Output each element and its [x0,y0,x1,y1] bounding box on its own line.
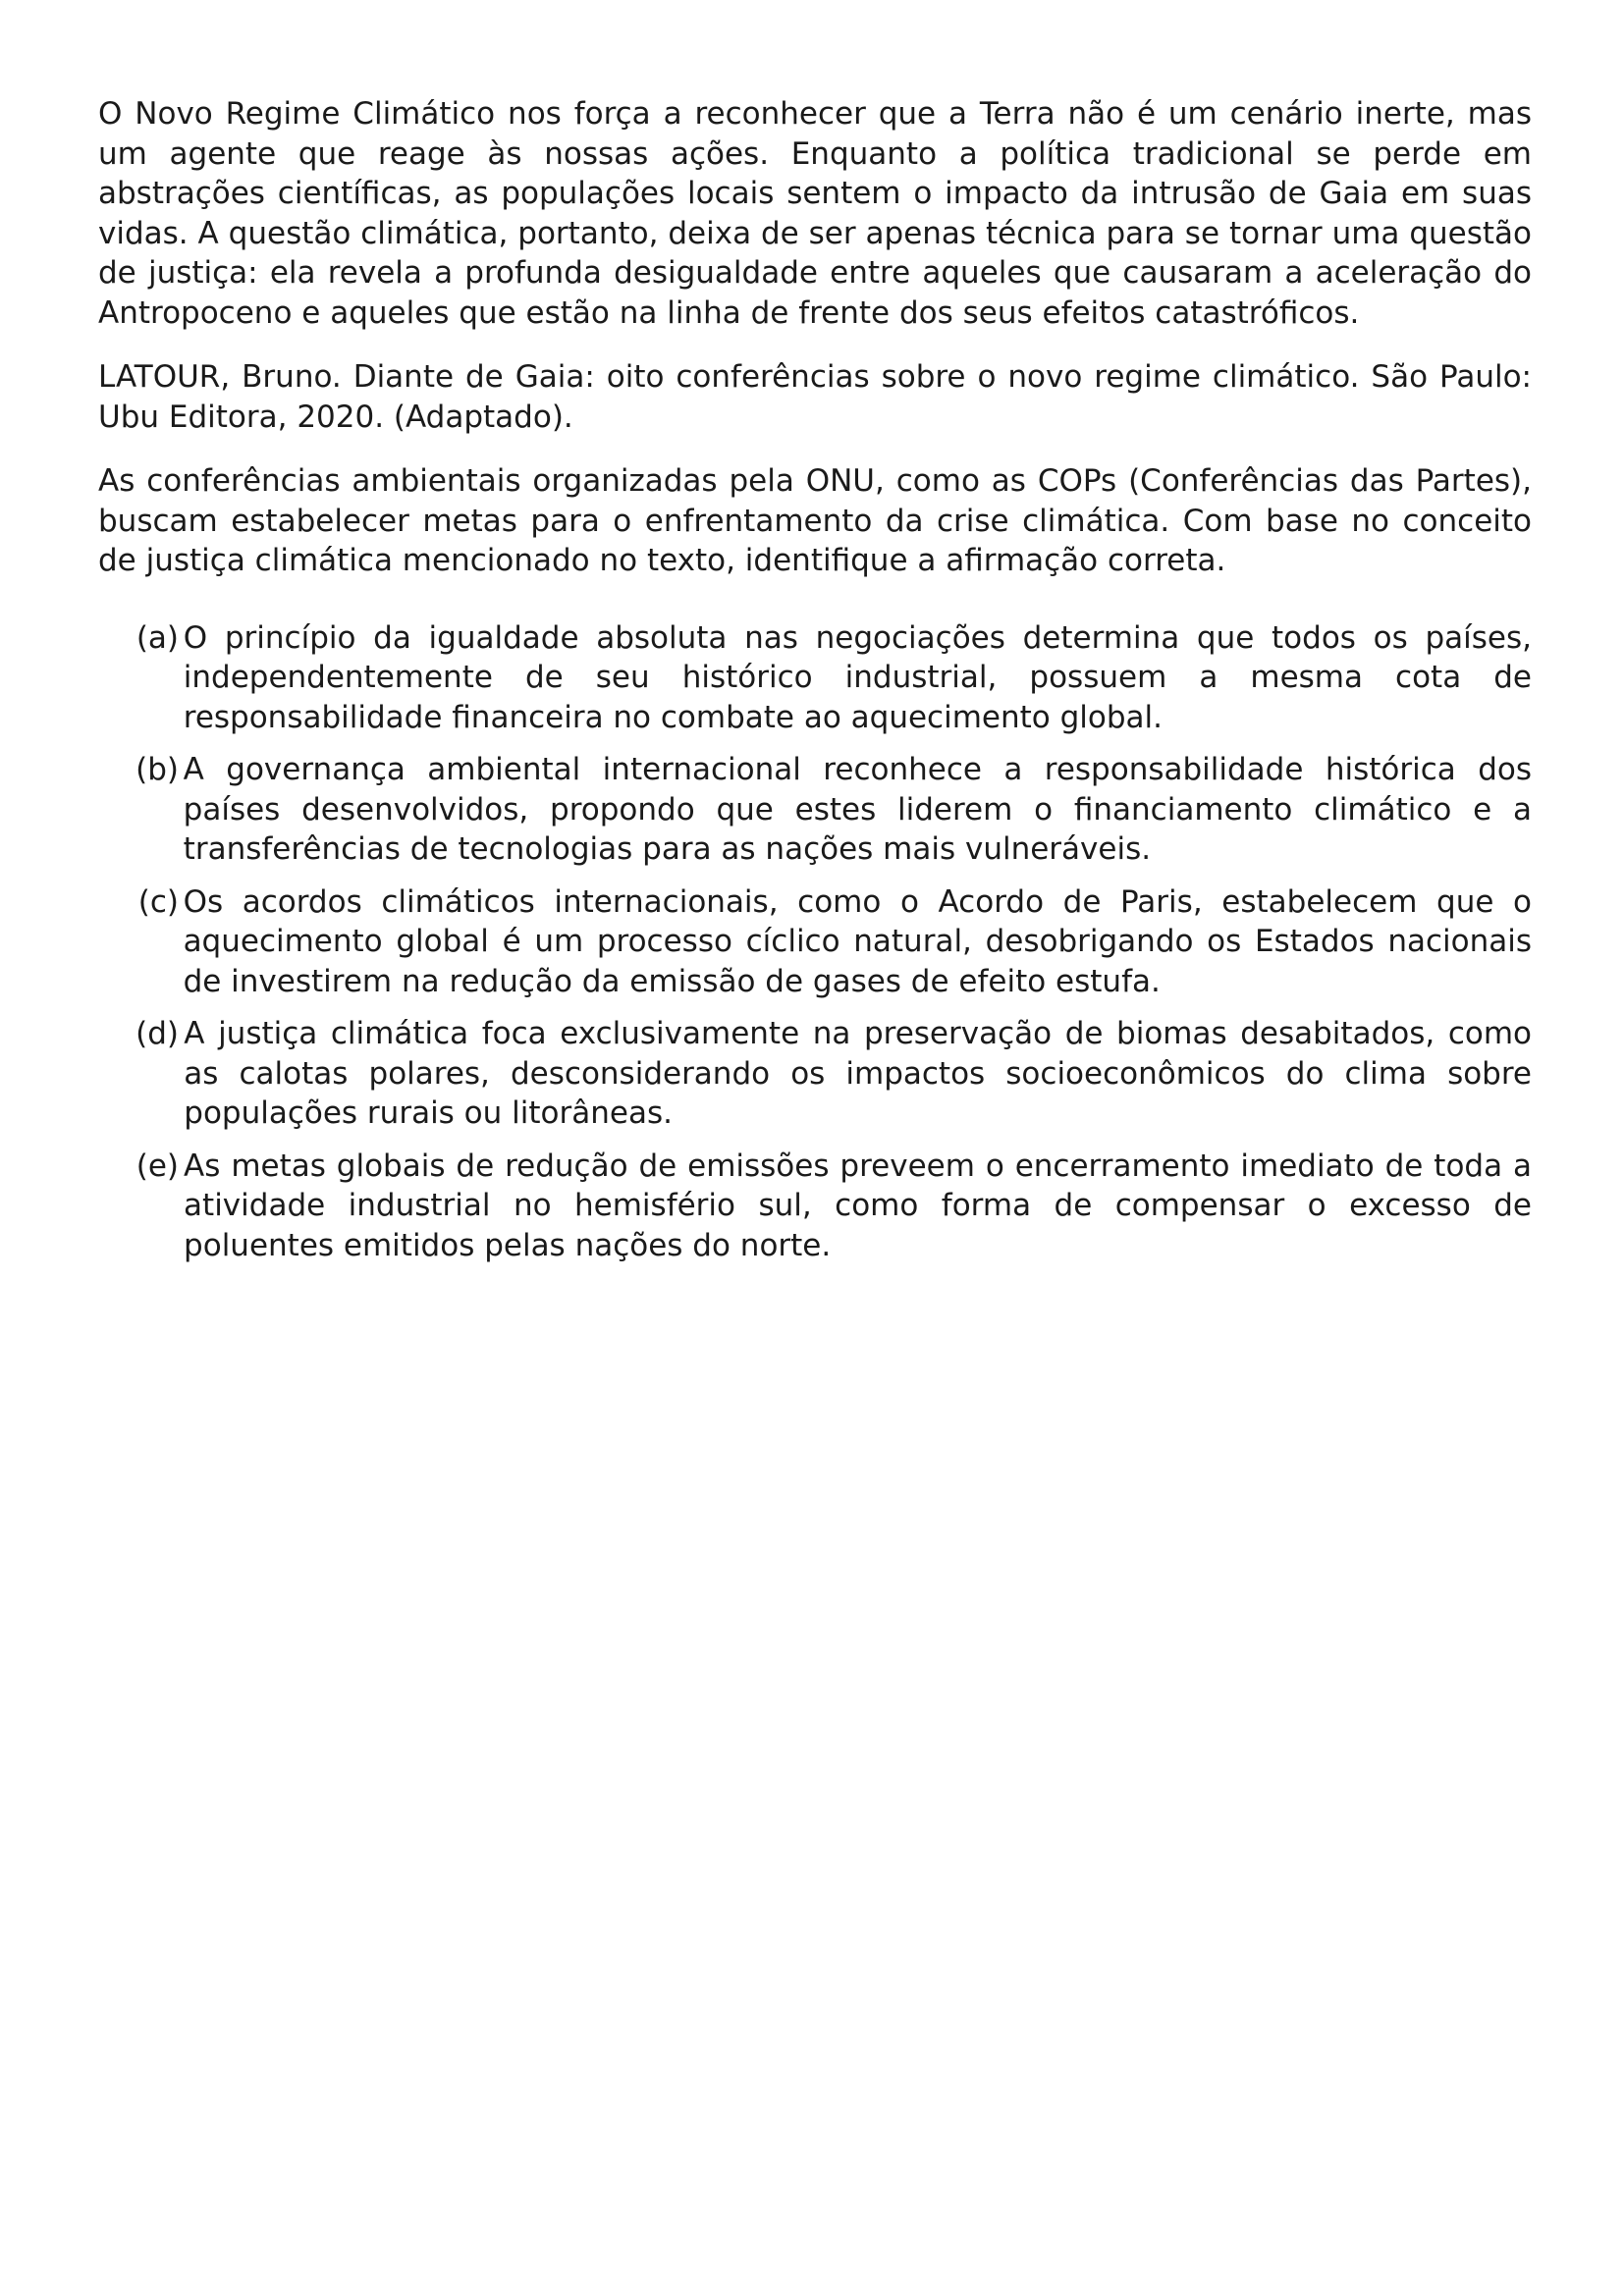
option-text: A governança ambiental internacional reconhece a responsabilidade histórica dos países desenvolvidos, propondo que estes liderem o financiamento climático e a transferências de tecnologias para as nações mais vulneráveis. [183,752,1532,867]
option-letter: (d) [135,1016,179,1051]
option-text: O princípio da igualdade absoluta nas negociações determina que todos os países, independentemente de seu histórico industrial, possuem a mesma cota de responsabilidade financeira no combate ao aquecimento global. [183,619,1532,735]
answer-option-a[interactable] [98,618,1532,738]
option-letter: (a) [135,619,179,656]
option-letter: (b) [135,752,179,787]
answer-option-b[interactable] [98,750,1532,870]
passage-text: O Novo Regime Climático nos força a reconhecer que a Terra não é um cenário inerte, mas um agente que reage às nossas ações. Enquanto a política tradicional se perde em abstrações científicas, as populações locais sentem o impacto da intrusão de Gaia em suas vidas. A questão climática, portanto, deixa de ser apenas técnica para se tornar uma questão de justiça: ela revela a profunda desigualdade entre aqueles que causaram a aceleração do Antropoceno e aqueles que estão na linha de frente dos seus efeitos catastróficos. [98,96,1532,331]
option-text: A justiça climática foca exclusivamente na preservação de biomas desabitados, como as calotas polares, desconsiderando os impactos socioeconômicos do clima sobre populações rurais ou litorâneas. [184,1016,1532,1131]
question-page [98,94,1532,1278]
answer-option-c[interactable] [98,882,1532,1002]
option-text: Os acordos climáticos internacionais, como o Acordo de Paris, estabelecem que o aquecimento global é um processo cíclico natural, desobrigando os Estados nacionais de investirem na redução da emissão de gases de efeito estufa. [183,883,1532,999]
option-letter: (c) [137,883,179,920]
answer-options-list [98,618,1532,1266]
answer-option-d[interactable] [98,1014,1532,1134]
answer-option-e[interactable] [98,1147,1532,1266]
option-letter: (e) [135,1148,179,1184]
citation-text: LATOUR, Bruno. Diante de Gaia: oito conferências sobre o novo regime climático. São Paulo: Ubu Editora, 2020. (Adaptado). [98,359,1532,435]
question-prompt: As conferências ambientais organizadas pela ONU, como as COPs (Conferências das Partes), buscam estabelecer metas para o enfrentamento da crise climática. Com base no conceito de justiça climática mencionado no texto, identifique a afirmação correta. [98,463,1532,578]
option-text: As metas globais de redução de emissões preveem o encerramento imediato de toda a atividade industrial no hemisfério sul, como forma de compensar o excesso de poluentes emitidos pelas nações do norte. [184,1148,1532,1263]
